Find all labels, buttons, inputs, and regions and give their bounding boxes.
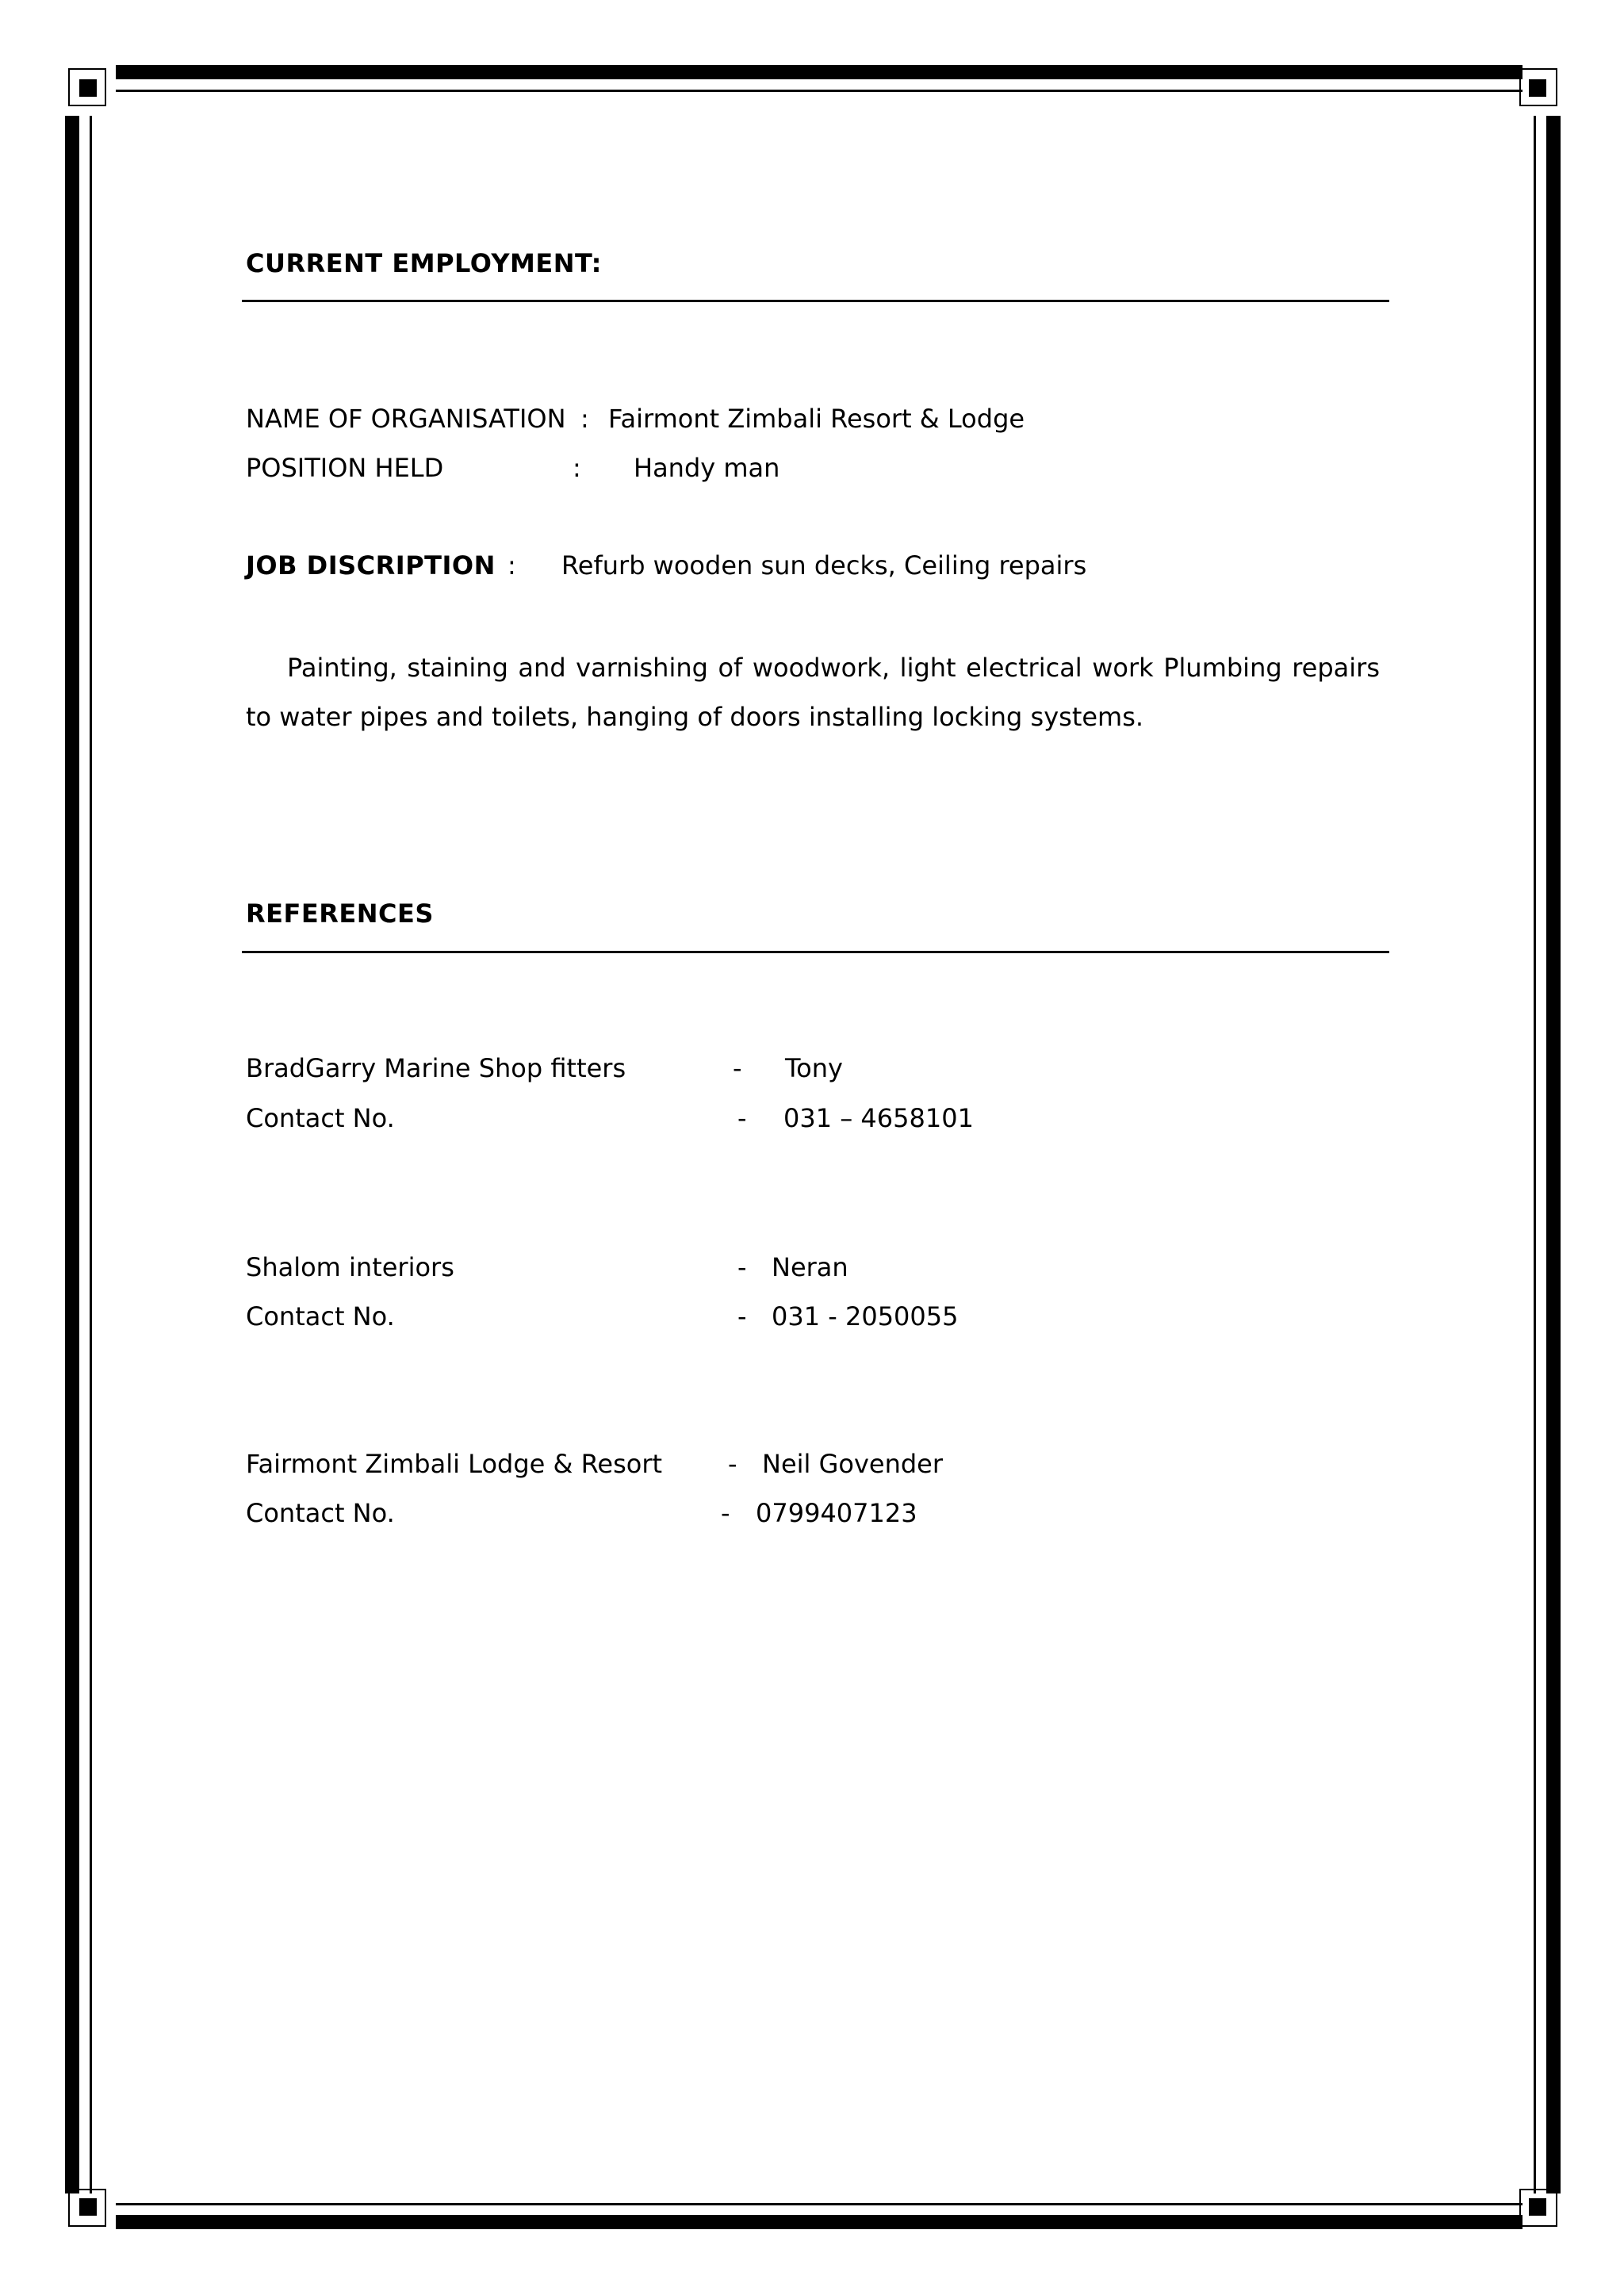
reference-contact-label: Contact No. xyxy=(246,1498,395,1528)
reference-contact-label: Contact No. xyxy=(246,1301,395,1331)
position-separator: : xyxy=(573,453,581,483)
reference-dash: - xyxy=(721,1498,730,1528)
border-top-thin xyxy=(116,90,1522,92)
reference-company: BradGarry Marine Shop fitters xyxy=(246,1053,626,1083)
position-value: Handy man xyxy=(634,453,780,483)
reference-dash: - xyxy=(737,1103,747,1133)
references-rule xyxy=(242,951,1389,953)
border-bottom-thick xyxy=(116,2215,1522,2229)
job-description-paragraph: Painting, staining and varnishing of woodwork, light electrical work Plumbing repairs to water pipes and toilets, hanging of doors installing locking systems. xyxy=(246,653,1380,732)
reference-dash: - xyxy=(733,1053,742,1083)
border-top-thick xyxy=(116,65,1522,79)
border-corner-bottom-right xyxy=(1519,2189,1557,2227)
reference-dash: - xyxy=(737,1301,747,1331)
current-employment-rule xyxy=(242,300,1389,302)
reference-contact-person: Tony xyxy=(785,1053,843,1083)
reference-contact-person: Neran xyxy=(772,1252,848,1282)
border-corner-top-right xyxy=(1519,68,1557,106)
organisation-separator: : xyxy=(580,404,589,434)
border-corner-top-left xyxy=(68,68,106,106)
reference-company: Shalom interiors xyxy=(246,1252,454,1282)
reference-contact-label: Contact No. xyxy=(246,1103,395,1133)
reference-phone: 031 – 4658101 xyxy=(783,1103,974,1133)
border-right-thin xyxy=(1534,116,1536,2193)
reference-phone: 0799407123 xyxy=(756,1498,917,1528)
organisation-value: Fairmont Zimbali Resort & Lodge xyxy=(608,404,1025,434)
border-left-thick xyxy=(65,116,79,2193)
border-bottom-thin xyxy=(116,2203,1522,2205)
job-description-label: JOB DISCRIPTION xyxy=(246,550,496,580)
border-right-thick xyxy=(1546,116,1561,2193)
border-left-thin xyxy=(90,116,92,2193)
position-label: POSITION HELD xyxy=(246,453,444,483)
reference-company: Fairmont Zimbali Lodge & Resort xyxy=(246,1449,663,1479)
references-heading: REFERENCES xyxy=(246,898,434,929)
job-description-value: Refurb wooden sun decks, Ceiling repairs xyxy=(561,550,1087,580)
current-employment-heading: CURRENT EMPLOYMENT: xyxy=(246,248,602,278)
job-description-separator: : xyxy=(508,550,516,580)
reference-contact-person: Neil Govender xyxy=(762,1449,944,1479)
border-corner-bottom-left xyxy=(68,2189,106,2227)
organisation-label: NAME OF ORGANISATION xyxy=(246,404,566,434)
reference-dash: - xyxy=(728,1449,737,1479)
reference-phone: 031 - 2050055 xyxy=(772,1301,959,1331)
reference-dash: - xyxy=(737,1252,747,1282)
